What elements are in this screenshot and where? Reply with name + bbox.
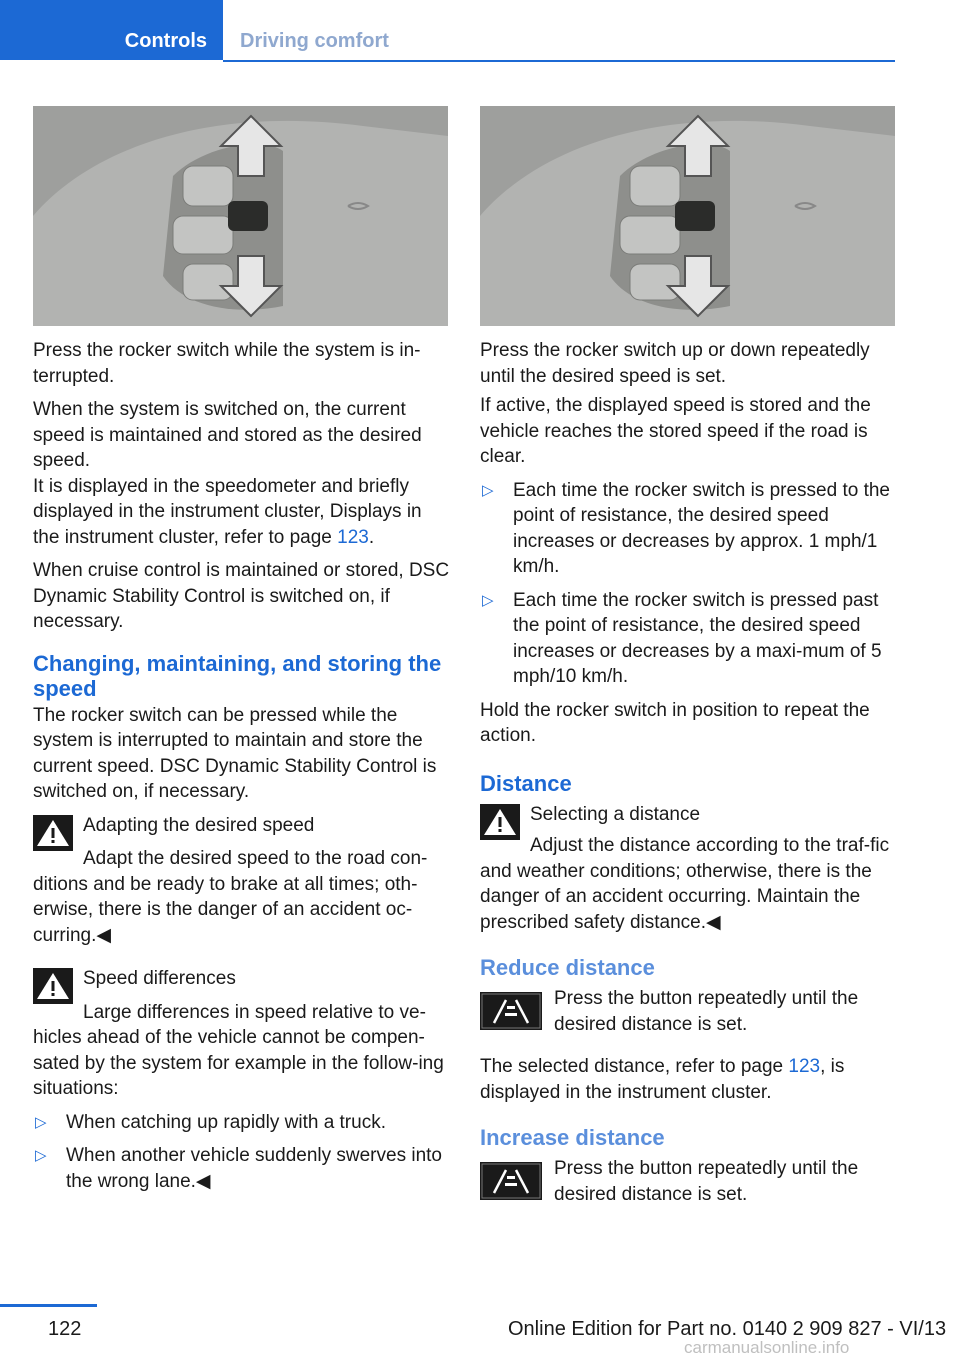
increase-distance-row (480, 1156, 895, 1208)
increase-distance-text: Press the button repeatedly until the desired distance is set. (554, 1158, 859, 1205)
warning-icon (480, 804, 520, 840)
header-rule (223, 60, 895, 62)
tab-controls-label: Controls (124, 30, 207, 52)
paragraph: If active, the displayed speed is stored and the vehicle reaches the stored speed if the road is clear. (480, 395, 871, 467)
paragraph: Press the rocker switch while the system is in‐terrupted. (33, 340, 421, 387)
page-number: 122 (48, 1318, 82, 1340)
warning-icon (33, 968, 73, 1004)
paragraph: The selected distance, refer to page 123, is displayed in the instrument cluster. (480, 1056, 845, 1103)
steering-wheel-image-right (480, 106, 895, 326)
list-item: ▷ Each time the rocker switch is pressed to the point of resistance, the desired speed increases or decreases by approx. 1 mph/1 km/h. (482, 479, 890, 577)
warning-box (480, 802, 895, 936)
reduce-distance-row (480, 986, 895, 1038)
section-heading: Distance (480, 770, 572, 796)
page-link[interactable]: 123 (788, 1056, 821, 1077)
warning-title: Adapting the desired speed (83, 814, 315, 836)
paragraph: It is displayed in the speedometer and briefly displayed in the instrument cluster, Displays in the instrument cluster, refer to page 123. (33, 475, 422, 548)
tab-driving-comfort[interactable]: Driving comfort (240, 30, 389, 52)
triangle-bullet-icon: ▷ (35, 1147, 47, 1164)
paragraph: When cruise control is maintained or stored, DSC Dynamic Stability Control is switched on, if necessary. (33, 560, 450, 632)
warning-body: Adjust the distance according to the traf‐fic and weather conditions; otherwise, there is the danger of an accident occurring. Maintain the prescribed safety distance.◀ (480, 835, 890, 933)
list-item: ▷ When catching up rapidly with a truck. (33, 1110, 451, 1136)
page-link[interactable]: 123 (337, 526, 369, 548)
list-item: ▷ When another vehicle suddenly swerves into the wrong lane.◀ (35, 1145, 442, 1192)
steering-wheel-image-left (33, 106, 448, 326)
paragraph: The rocker switch can be pressed while the system is interrupted to maintain and store the current speed. DSC Dynamic Stability Control is switched on, if necessary. (33, 704, 437, 802)
page-header (0, 0, 895, 62)
section-heading: Increase distance (480, 1125, 665, 1150)
warning-box (33, 966, 451, 1102)
section-heading: Changing, maintaining, and storing the speed (33, 650, 442, 701)
warning-icon (33, 815, 73, 851)
warning-title: Speed differences (83, 968, 236, 989)
warning-body: Large differences in speed relative to ve‐hicles ahead of the vehicle cannot be compen‐sated by the system for example in the follow‐ing situations: (33, 1001, 444, 1099)
right-column (480, 338, 895, 1224)
watermark: carmanualsonline.info (684, 1338, 850, 1357)
warning-box (33, 813, 451, 949)
distance-button-icon (480, 1162, 542, 1200)
paragraph: Hold the rocker switch in position to repeat the action. (480, 699, 870, 746)
tab-controls[interactable] (0, 0, 223, 60)
edition-label: Online Edition for Part no. 0140 2 909 827 - VI/13 (508, 1318, 947, 1340)
warning-title: Selecting a distance (530, 803, 701, 825)
footer-rule (0, 1304, 97, 1307)
paragraph: When the system is switched on, the current speed is maintained and stored as the desired speed. (33, 399, 422, 471)
paragraph: Press the rocker switch up or down repeatedly until the desired speed is set. (480, 340, 870, 387)
triangle-bullet-icon: ▷ (482, 481, 494, 499)
reduce-distance-text: Press the button repeatedly until the desired distance is set. (554, 988, 859, 1035)
triangle-bullet-icon: ▷ (482, 591, 494, 609)
warning-body: Adapt the desired speed to the road con‐ditions and be ready to brake at all times; oth‐erwise, there is the danger of an accident oc‐curring.◀ (33, 848, 428, 946)
left-column (33, 338, 451, 1202)
triangle-bullet-icon: ▷ (35, 1113, 47, 1131)
list-item: ▷ Each time the rocker switch is pressed past the point of resistance, the desired speed increases or decreases by a maxi‐mum of 5 mph/10 km/h. (482, 589, 882, 687)
distance-button-icon (480, 992, 542, 1030)
section-heading: Reduce distance (480, 955, 655, 980)
